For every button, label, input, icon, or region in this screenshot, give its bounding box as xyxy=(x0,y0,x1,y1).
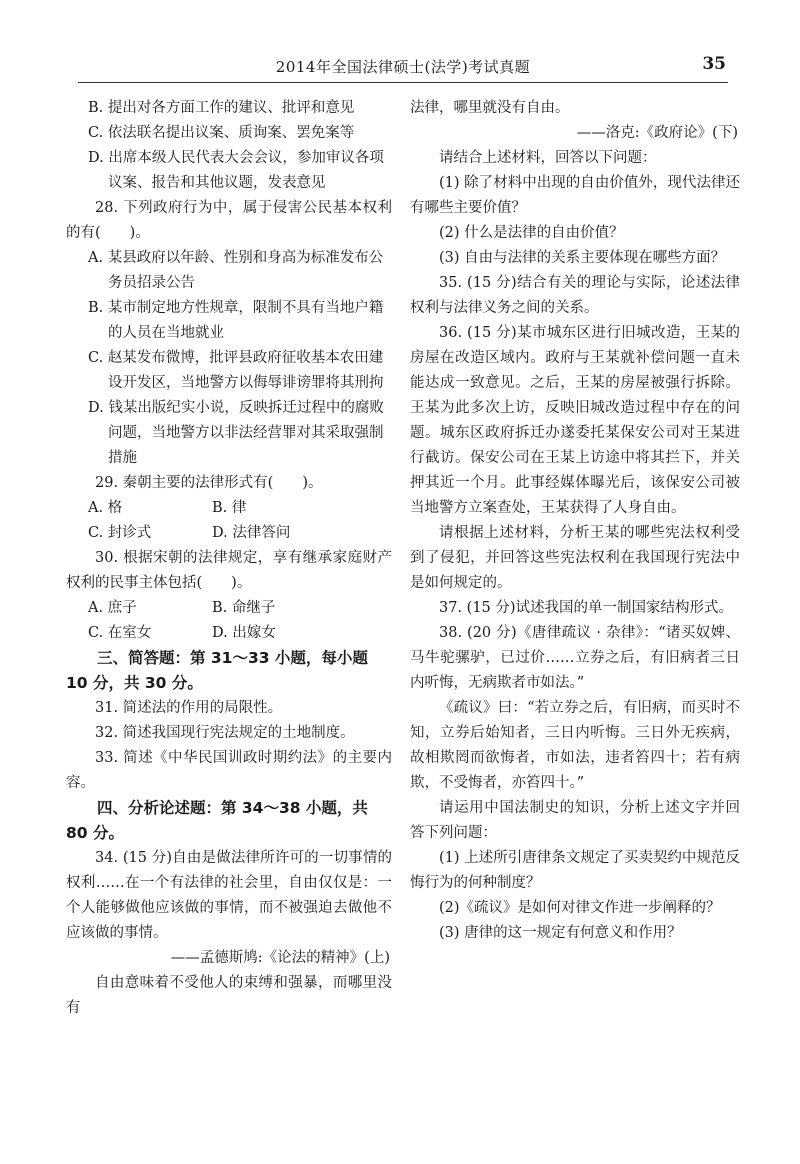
question-30: 30. 根据宋朝的法律规定，享有继承家庭财产权利的民事主体包括( )。 xyxy=(66,550,392,591)
q28-option-b: B. 某市制定地方性规章，限制不具有当地户籍的人员在当地就业 xyxy=(88,300,384,341)
section-4-heading: 四、分析论述题：第 34～38 小题，共 80 分。 xyxy=(66,799,368,842)
question-28: 28. 下列政府行为中，属于侵害公民基本权利的有( )。 xyxy=(66,200,392,241)
q29-option-a: A. 格 xyxy=(88,500,123,516)
q38-sub-1: (1) 上述所引唐律条文规定了买卖契约中规范反悔行为的何种制度？ xyxy=(410,850,740,891)
q34-paragraph-2: 自由意味着不受他人的束缚和强暴，而哪里没有 xyxy=(66,975,392,1016)
right-column xyxy=(410,96,740,946)
page-header xyxy=(78,52,728,83)
question-35: 35. (15 分)结合有关的理论与实际，论述法律权利与法律义务之间的关系。 xyxy=(410,275,740,316)
q34-sub-3: (3) 自由与法律的关系主要体现在哪些方面？ xyxy=(439,250,726,266)
q38-prompt: 请运用中国法制史的知识，分析上述文字并回答下列问题： xyxy=(410,800,740,841)
question-31: 31. 简述法的作用的局限性。 xyxy=(95,700,283,716)
q27-option-d: D. 出席本级人民代表大会会议，参加审议各项议案、报告和其他议题，发表意见 xyxy=(88,150,384,191)
question-37: 37. (15 分)试述我国的单一制国家结构形式。 xyxy=(439,600,734,616)
question-33: 33. 简述《中华民国训政时期约法》的主要内容。 xyxy=(66,750,392,791)
q29-option-b: B. 律 xyxy=(212,500,247,516)
q29-option-c: C. 封诊式 xyxy=(88,525,152,541)
page-number: 35 xyxy=(702,54,726,74)
q28-option-c: C. 赵某发布微博，批评县政府征收基本农田建设开发区，当地警方以侮辱诽谤罪将其刑拘 xyxy=(88,350,384,391)
question-38: 38. (20 分)《唐律疏议 · 杂律》：“诸买奴婢、马牛驼骡驴，已过价……立券之后，有旧病者三日内听悔，无病欺者市如法。” xyxy=(410,625,740,691)
q27-option-b: B. 提出对各方面工作的建议、批评和意见 xyxy=(88,100,355,116)
q36-prompt: 请根据上述材料，分析王某的哪些宪法权利受到了侵犯，并回答这些宪法权利在我国现行宪法中是如何规定的。 xyxy=(410,525,740,591)
left-column xyxy=(66,96,392,1021)
question-32: 32. 简述我国现行宪法规定的土地制度。 xyxy=(95,725,355,741)
q38-sub-2: (2)《疏议》是如何对律文作进一步阐释的？ xyxy=(439,900,721,916)
header-title: 2014年全国法律硕士(法学)考试真题 xyxy=(275,58,531,76)
q28-option-a: A. 某县政府以年龄、性别和身高为标准发布公务员招录公告 xyxy=(88,250,384,291)
q38-shuyi-quote: 《疏议》曰：“若立券之后，有旧病，而买时不知，立券后始知者，三日内听悔。三日外无疾病，故相欺罔而欲悔者，市如法，违者笞四十；若有病欺，不受悔者，亦笞四十。” xyxy=(410,700,740,791)
q38-sub-3: (3) 唐律的这一规定有何意义和作用？ xyxy=(439,925,682,941)
q27-option-c: C. 依法联名提出议案、质询案、罢免案等 xyxy=(88,125,355,141)
q30-option-a: A. 庶子 xyxy=(88,600,137,616)
q34-source-locke: ——洛克:《政府论》(下) xyxy=(576,125,738,141)
q29-options-row1 xyxy=(66,496,392,521)
q34-sub-2: (2) 什么是法律的自由价值？ xyxy=(439,225,624,241)
q34-source-montesquieu: ——孟德斯鸠:《论法的精神》(上) xyxy=(170,950,390,966)
q30-option-c: C. 在室女 xyxy=(88,625,152,641)
section-3-heading: 三、简答题：第 31～33 小题，每小题 10 分，共 30 分。 xyxy=(66,649,368,692)
question-29: 29. 秦朝主要的法律形式有( )。 xyxy=(95,475,323,491)
question-34: 34. (15 分)自由是做法律所许可的一切事情的权利……在一个有法律的社会里，自由仅仅是：一个人能够做他应该做的事情，而不被强迫去做他不应该做的事情。 xyxy=(66,850,392,941)
q30-options-row1 xyxy=(66,596,392,621)
q30-options-row2 xyxy=(66,621,392,646)
q34-sub-1: (1) 除了材料中出现的自由价值外，现代法律还有哪些主要价值？ xyxy=(410,175,740,216)
q30-option-b: B. 命继子 xyxy=(212,600,276,616)
q29-options-row2 xyxy=(66,521,392,546)
q29-option-d: D. 法律答问 xyxy=(212,525,291,541)
question-36: 36. (15 分)某市城东区进行旧城改造，王某的房屋在改造区域内。政府与王某就补偿问题一直未能达成一致意见。之后，王某的房屋被强行拆除。王某为此多次上访，反映旧城改造过程中存在的问题。城东区政府拆迁办遂委托某保安公司对王某进行截访。保安公司在王某上访途中将其拦下，并关押其近一个月。此事经媒体曝光后，该保安公司被当地警方立案查处，王某获得了人身自由。 xyxy=(410,325,740,516)
q34-paragraph-2-continued: 法律，哪里就没有自由。 xyxy=(410,100,570,116)
q30-option-d: D. 出嫁女 xyxy=(212,625,276,641)
q34-prompt: 请结合上述材料，回答以下问题： xyxy=(439,150,657,166)
q28-option-d: D. 钱某出版纪实小说，反映拆迁过程中的腐败问题，当地警方以非法经营罪对其采取强制措施 xyxy=(88,400,384,466)
